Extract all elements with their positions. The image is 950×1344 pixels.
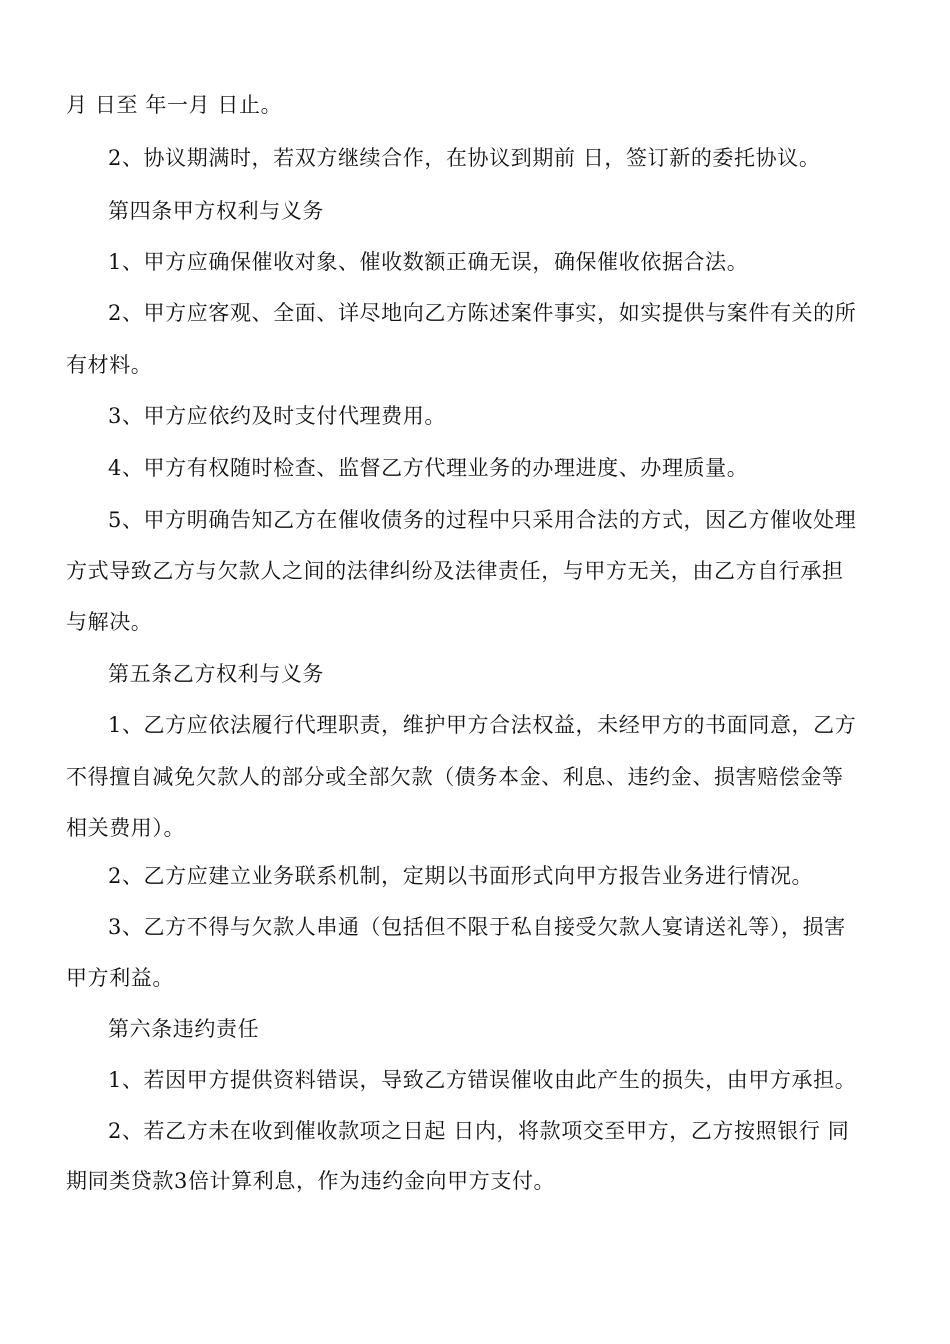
text-line: 2、协议期满时，若双方继续合作，在协议到期前 日，签订新的委托协议。 (108, 146, 821, 170)
section-heading: 第四条甲方权利与义务 (108, 199, 324, 223)
text-line: 与解决。 (66, 610, 153, 634)
text-line: 有材料。 (66, 353, 153, 377)
text-line: 方式导致乙方与欠款人之间的法律纠纷及法律责任，与甲方无关，由乙方自行承担 (66, 559, 844, 583)
text-line: 1、甲方应确保催收对象、催收数额正确无误，确保催收依据合法。 (108, 250, 749, 274)
text-line: 不得擅自减免欠款人的部分或全部欠款（债务本金、利息、违约金、损害赔偿金等 (66, 765, 844, 789)
text-line: 4、甲方有权随时检查、监督乙方代理业务的办理进度、办理质量。 (108, 456, 749, 480)
text-line: 月 日至 年一月 日止。 (66, 93, 283, 117)
text-line: 1、乙方应依法履行代理职责，维护甲方合法权益，未经甲方的书面同意，乙方 (108, 713, 857, 737)
text-line: 2、若乙方未在收到催收款项之日起 日内，将款项交至甲方，乙方按照银行 同 (108, 1119, 850, 1143)
text-line: 2、乙方应建立业务联系机制，定期以书面形式向甲方报告业务进行情况。 (108, 864, 814, 888)
text-line: 相关费用）。 (66, 816, 186, 840)
text-line: 5、甲方明确告知乙方在催收债务的过程中只采用合法的方式，因乙方催收处理 (108, 508, 857, 532)
section-heading: 第五条乙方权利与义务 (108, 662, 324, 686)
text-line: 期同类贷款3倍计算利息，作为违约金向甲方支付。 (66, 1169, 556, 1193)
text-line: 甲方利益。 (66, 966, 174, 990)
text-line: 1、若因甲方提供资料错误，导致乙方错误催收由此产生的损失，由甲方承担。 (108, 1068, 857, 1092)
text-line: 3、甲方应依约及时支付代理费用。 (108, 404, 446, 428)
text-line: 3、乙方不得与欠款人串通（包括但不限于私自接受欠款人宴请送礼等），损害 (108, 915, 846, 939)
section-heading: 第六条违约责任 (108, 1017, 260, 1041)
text-line: 2、甲方应客观、全面、详尽地向乙方陈述案件事实，如实提供与案件有关的所 (108, 301, 857, 325)
